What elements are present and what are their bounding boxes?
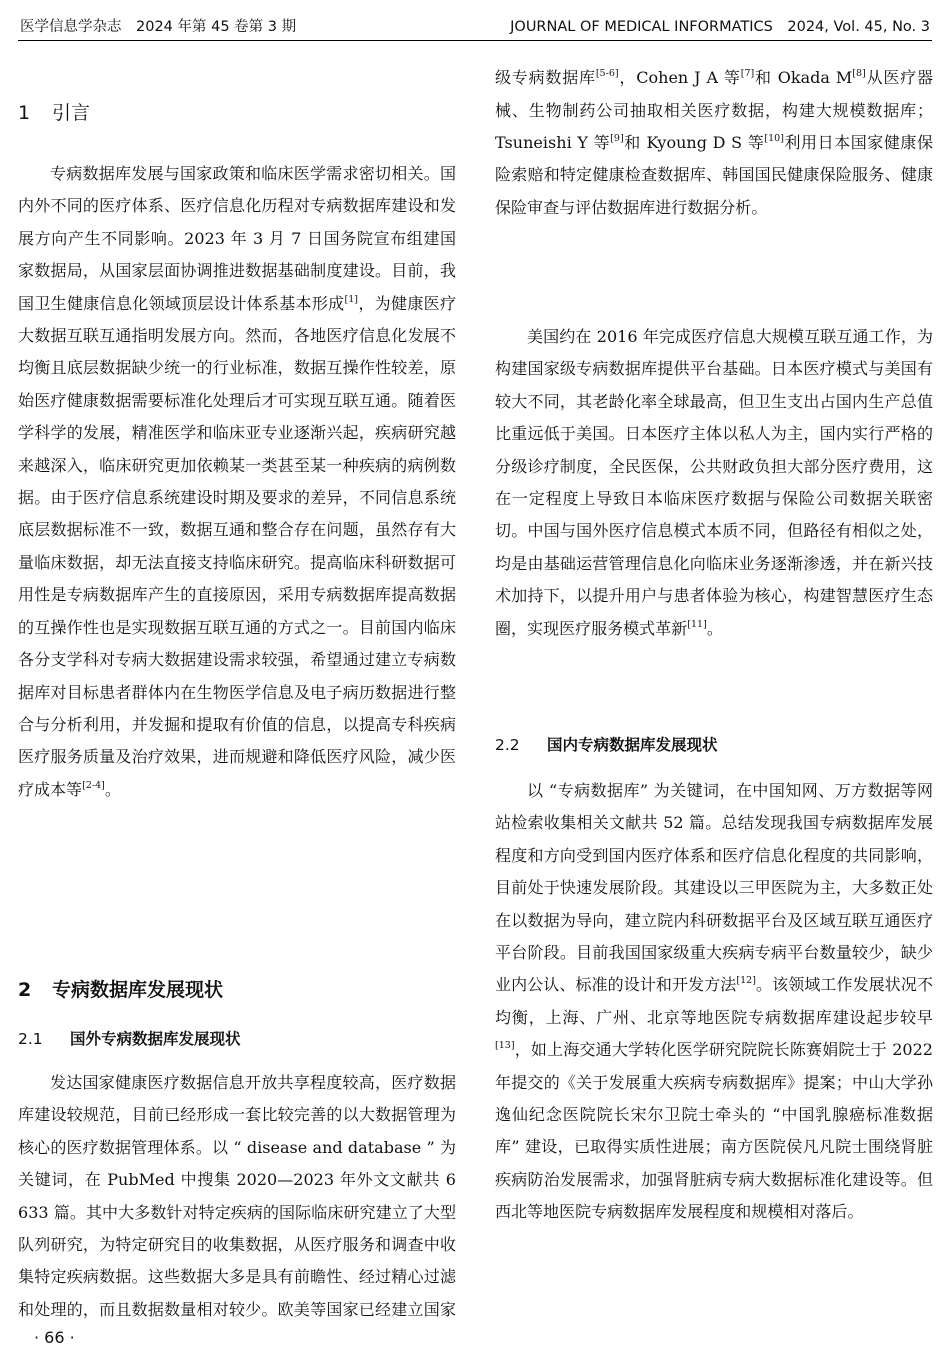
subsection-number: 2.1 — [18, 1030, 43, 1048]
subsection-title: 国外专病数据库发展现状 — [70, 1030, 241, 1048]
page-number: · 66 · — [34, 1328, 75, 1347]
foreign-paragraph: 发达国家健康医疗数据信息开放共享程度较高，医疗数据库建设较规范，目前已经形成一套比较完善的以大数据管理为核心的医疗数据管理体系。以 “ disease and database ” 为关键词，在 PubMed 中搜集 2020—2023 年外文文献共 6 633 篇。其中大多数针对特定疾病的国际临床研究建立了大型队列研究，为特定研究目的收集数据，从医疗服务和调查中收集特定疾病数据。这些数据大多是具有前瞻性、经过精心过滤和处理的，而且数据数量相对较少。欧美等国家已经建立国家 — [18, 1073, 456, 1319]
section-heading-1 — [18, 101, 90, 125]
section-number: 1 — [18, 102, 31, 124]
citation-ref: [1] — [344, 293, 359, 305]
journal-issue-cn: 医学信息学杂志 2024 年第 45 卷第 3 期 — [20, 19, 297, 35]
us-japan-paragraph: 美国约在 2016 年完成医疗信息大规模互联互通工作，为构建国家级专病数据库提供平台基础。日本医疗模式与美国有较大不同，其老龄化率全球最高，但卫生支出占国内生产总值比重远低于美国。日本医疗主体以私人为主，国内实行严格的分级诊疗制度，全民医保，公共财政负担大部分医疗费用，这在一定程度上导致日本临床医疗数据与保险公司数据关联密切。中国与国外医疗信息模式本质不同，但路径有相似之处，均是由基础运营管理信息化向临床业务逐渐渗透，并在新兴技术加持下，以提升用户与患者体验为核心，构建智慧医疗生态圈，实现医疗服务模式革新[11]。 — [495, 327, 933, 638]
intro-paragraph: 专病数据库发展与国家政策和临床医学需求密切相关。国内外不同的医疗体系、医疗信息化历程对专病数据库建设和发展方向产生不同影响。2023 年 3 月 7 日国务院宣布组建国家数据局，从国家层面协调推进数据基础制度建设。目前，我国卫生健康信息化领域顶层设计体系基本形成[1]，为健康医疗大数据互联互通指明发展方向。然而，各地医疗信息化发展不均衡且底层数据缺少统一的行业标准，数据互操作性较差，原始医疗健康数据需要标准化处理后才可实现互联互通。随着医学科学的发展，精准医学和临床亚专业逐渐兴起，疾病研究越来越深入，临床研究更加依赖某一类甚至某一种疾病的病例数据。由于医疗信息系统建设时期及要求的差异，不同信息系统底层数据标准不一致，数据互通和整合存在问题，虽然存有大量临床数据，却无法直接支持临床研究。提高临床科研数据可用性是专病数据库产生的直接原因，采用专病数据库提高数据的互操作性也是实现数据互联互通的方式之一。目前国内临床各分支学科对专病大数据建设需求较强，希望通过建立专病数据库对目标患者群体内在生物医学信息及电子病历数据进行整合与分析利用，并发掘和提取有价值的信息，以提高专科疾病医疗服务质量及治疗效果，进而规避和降低医疗风险，减少医疗成本等[2-4]。 — [18, 164, 456, 799]
subsection-heading-2-1 — [18, 1028, 241, 1050]
citation-ref: [11] — [687, 618, 707, 630]
running-header — [18, 14, 932, 41]
citation-ref: [2-4] — [82, 779, 105, 791]
section-number: 2 — [18, 979, 32, 1001]
section-title: 引言 — [52, 102, 91, 124]
section-title: 专病数据库发展现状 — [52, 979, 224, 1001]
citation-ref: [12] — [736, 975, 756, 987]
foreign-paragraph-continued: 级专病数据库[5-6]，Cohen J A 等[7]和 Okada M[8]从医疗器械、生物制药公司抽取相关医疗数据，构建大规模数据库；Tsuneishi Y 等[9]和 Kyoung D S 等[10]利用日本国家健康保险索赔和特定健康检查数据库、韩国国民健康保险服务、健康保险审查与评估数据库进行数据分析。 — [495, 68, 933, 217]
domestic-paragraph: 以 “专病数据库” 为关键词，在中国知网、万方数据等网站检索收集相关文献共 52 篇。总结发现我国专病数据库发展程度和方向受到国内医疗体系和医疗信息化程度的共同影响，目前处于快速发展阶段。其建设以三甲医院为主，大多数正处在以数据为导向，建立院内科研数据平台及区域互联互通医疗平台阶段。目前我国国家级重大疾病专病平台数量较少，缺少业内公认、标准的设计和开发方法[12]。该领域工作发展状况不均衡，上海、广州、北京等地医院专病数据库建设起步较早[13]，如上海交通大学转化医学研究院院长陈赛娟院士于 2022 年提交的《关于发展重大疾病专病数据库》提案；中山大学孙逸仙纪念医院院长宋尔卫院士牵头的 “中国乳腺癌标准数据库” 建设，已取得实质性进展；南方医院侯凡凡院士围绕肾脏疾病防治发展需求，加强肾脏病专病大数据标准化建设等。但西北等地医院专病数据库发展程度和规模相对落后。 — [495, 781, 933, 1222]
citation-ref: [13] — [495, 1040, 515, 1052]
foreign-paragraph-left-part — [18, 1067, 456, 1327]
subsection-title: 国内专病数据库发展现状 — [547, 736, 718, 754]
journal-issue-en: JOURNAL OF MEDICAL INFORMATICS 2024, Vol. 45, No. 3 — [510, 19, 930, 35]
subsection-number: 2.2 — [495, 736, 520, 754]
foreign-paragraph-right-part — [495, 62, 933, 321]
subsection-heading-2-2 — [495, 734, 718, 756]
section-heading-2 — [18, 978, 223, 1002]
